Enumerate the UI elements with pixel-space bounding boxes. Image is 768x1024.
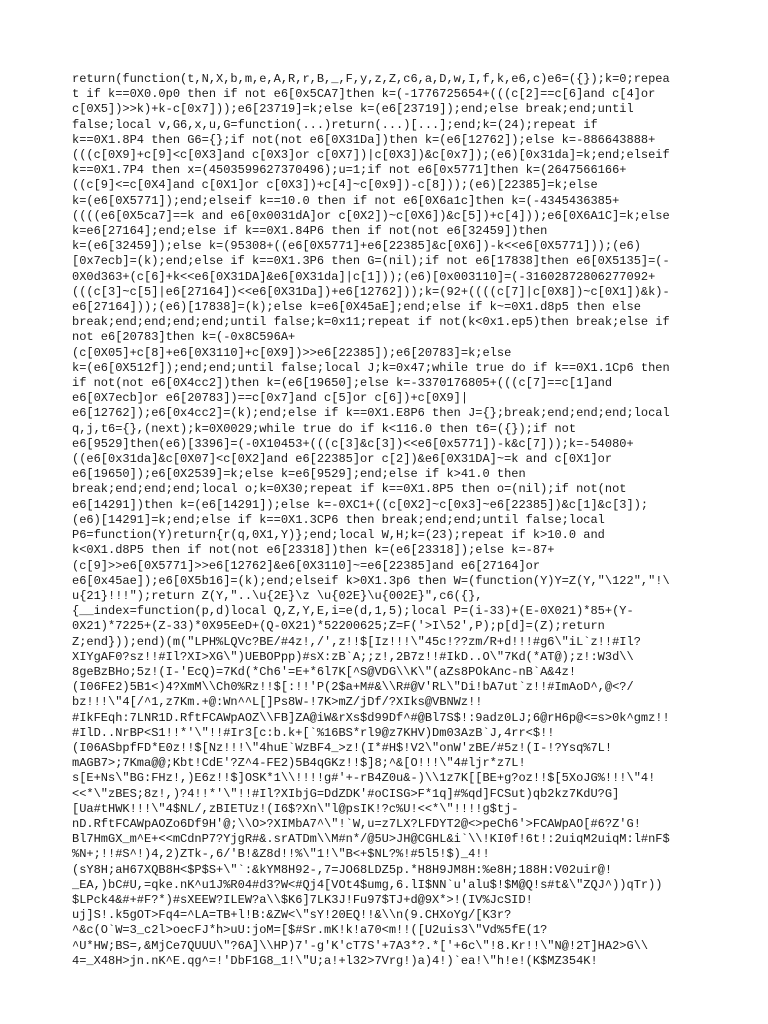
code-line: 0X21)*7225+(Z-33)*0X95EeD+(Q-0X21)*52200625;Z=F('>I\52',P);p[d]=(Z);return — [72, 619, 605, 634]
code-line: e6[12762]);e6[0x4cc2]=(k);end;else if k==0X1.E8P6 then J={};break;end;end;end;local — [72, 406, 670, 421]
code-line: uj]S!.k5gOT>Fq4=^LA=TB+l!B:&ZW<\"sY!20EQ!!&\\n(9.CHXoYg/[K3r? — [72, 908, 512, 923]
code-line: mAGB7>;7Kma@@;Kbt!CdE'?Z^4-FE2)5B4qGKz!!$]8;^&[O!!!\"4#ljr*z7L! — [72, 756, 526, 771]
code-line: ((((e6[0X5ca7]==k and e6[0x0031dA]or c[0X2])~c[0X6])&c[5])+c[4]));e6[0X6A1C]=k;else — [72, 208, 670, 223]
code-line: nD.RftFCAWpAOZo6Df9H'@;\\O>?XIMbA7^\"!`W,u=z7LX?LFDYT2@<>peCh6'>FCAWpAO[#6?Z'G! — [72, 816, 641, 831]
code-line: k=e6[27164];end;else if k==0X1.84P6 then if not(not e6[32459])then — [72, 224, 548, 239]
code-line: [Ua#tHWK!!!\"4$NL/,zBIETUz!(I6$?Xn\"l@psIK!?c%U!<<*\"!!!!g$tj- — [72, 801, 519, 816]
code-line: break;end;end;end;end;until false;k=0x11;repeat if not(k<0x1.ep5)then break;else if — [72, 315, 670, 330]
code-line: (I06ASbpfFD*E0z!!$[Nz!!!\"4huE`WzBF4_>z!(I*#H$!V2\"onW'zBE/#5z!(I-!?Ysq%7L! — [72, 740, 613, 755]
code-line: [0x7ecb]=(k);end;else if k==0X1.3P6 then G=(nil);if not e6[17838]then e6[0X5135]=(- — [72, 254, 670, 269]
code-line: e6[0X7ecb]or e6[20783])==c[0x7]and c[5]or c[6])+c[0X9]| — [72, 391, 469, 406]
code-line: P6=function(Y)return{r(q,0X1,Y)};end;local W,H;k=(23);repeat if k>10.0 and — [72, 528, 605, 543]
code-line: u{21}!!!");return Z(Y,"..\u{2E}\z \u{02E}\u{002E}",c6({}, — [72, 588, 483, 603]
code-line: not e6[20783]then k=(-0x8C596A+ — [72, 330, 296, 345]
code-line: XIYgAF0?sz!!#Il?XI>XG\")UEBOPpp)#sX:zB`A;;z!,2B7z!!#IkD..O\"7Kd(*AT@);z!:W3d\\ — [72, 649, 634, 664]
code-line: return(function(t,N,X,b,m,e,A,R,r,B,_,F,y,z,Z,c6,a,D,w,I,f,k,e6,c)e6=({});k=0;repea — [72, 72, 670, 86]
code-line: (c[0X05]+c[8]+e6[0X3110]+c[0X9])>>e6[22385]);e6[20783]=k;else — [72, 345, 512, 360]
code-line: <<*\"zBES;8z!,)?4!!*'\"!!#Il?XIbjG=DdZDK'#oCISG>F*1q]#%qd]FCSut)qb2kz7KdU?G] — [72, 786, 620, 801]
code-line: s[E+Ns\"BG:FHz!,)E6z!!$]OSK*1\\!!!!g#'+-rB4Z0u&-)\\1z7K[[BE+g?oz!!$[5XoJG%!!!\"4! — [72, 771, 656, 786]
code-line: (c[9]>>e6[0X5771]>>e6[12762]&e6[0X3110]~=e6[22385]and e6[27164]or — [72, 558, 541, 573]
code-line: (((c[3]~c[5]|e6[27164])<<e6[0X31Da])+e6[12762]));k=(92+((((c[7]|c[0X8])~c[0X1])&k)- — [72, 284, 670, 299]
code-line: q,j,t6={},(next);k=0X0029;while true do if k<116.0 then t6=({});if not — [72, 421, 577, 436]
code-line: Bl7HmGX_m^E+<<mCdnP7?YjgR#&.srATDm\\M#n*/@5U>JH@CGHL&i`\\!KI0f!6t!:2uiqM2uiqM:l#nF$ — [72, 832, 670, 847]
code-line: ((c[9]<=c[0X4]and c[0X1]or c[0X3])+c[4]~c[0x9])-c[8]));(e6)[22385]=k;else — [72, 178, 598, 193]
code-line: ^U*HW;BS=,&MjCe7QUUU\"?6A]\\HP)7'-g'K'cT7S'+7A3*?.*['+6c\"!8.Kr!!\"N@!2T]HA2>G\\ — [72, 938, 649, 953]
code-line: (((c[0X9]+c[9]<c[0X3]and c[0X3]or c[0X7])|c[0X3])&c[0x7]);(e6)[0x31da]=k;end;elseif — [72, 148, 670, 163]
document-page — [72, 72, 702, 969]
code-line: (I06FE2)5B1<)4?XmM\\Ch0%Rz!!$[:!!'P(2$a+M#&\\R#@V'RL\"Di!bA7ut`z!!#ImAoD^,@<?/ — [72, 680, 634, 695]
code-line: 8geBzBHo;5z!(I-'EcQ)=7Kd(*Ch6'=E+*6l7K[^S@VDG\\K\"(aZs8POkAnc-nB`A&4z! — [72, 664, 577, 679]
code-line: e6[19650]);e6[0X2539]=k;else k=e6[9529];end;else if k>41.0 then — [72, 467, 526, 482]
code-line: bz!!!\"4[/^1,z7Km.+@:Wn^^L[]Ps8W-!7K>mZ/jDf/?XIks@VBNWz!! — [72, 695, 483, 710]
code-line: {__index=function(p,d)local Q,Z,Y,E,i=e(d,1,5);local P=(i-33)+(E-0X021)*85+(Y- — [72, 604, 634, 619]
code-line: Z;end}));end)(m("LPH%LQVc?BE/#4z!,/',z!!$[Iz!!!\"45c!??zm/R+d!!!#g6\"iL`z!!#Il? — [72, 634, 641, 649]
code-line: if not(not e6[0X4cc2])then k=(e6[19650];else k=-3370176805+(((c[7]==c[1]and — [72, 376, 613, 391]
code-line: e6[14291])then k=(e6[14291]);else k=-0XC1+((c[0X2]~c[0x3]~e6[22385])&c[1]&c[3]); — [72, 497, 649, 512]
code-line: #IlD..NrBP<S1!!*'\"!!#Ir3[c:b.k+[`%16BS*rl9@z7KHV)Dm03AzB`J,4rr<$!! — [72, 725, 555, 740]
code-line: (sY8H;aH67XQB8H<$P$S+\"`:&kYM8H92-,7=JO68LDZ5p.*H8H9JM8H:%e8H;188H:V02uir@! — [72, 862, 613, 877]
code-line: 0X0d363+(c[6]+k<<e6[0X31DA]&e6[0X31da]|c[1]));(e6)[0x003110]=(-31602872806277092+ — [72, 269, 656, 284]
code-line: e6[27164]));(e6)[17838]=(k);else k=e6[0X45aE];end;else if k~=0X1.d8p5 then else — [72, 300, 641, 315]
code-line: k=(e6[0X512f]);end;end;until false;local J;k=0x47;while true do if k==0X1.1Cp6 then — [72, 360, 670, 375]
code-line: false;local v,G6,x,u,G=function(...)return(...)[...];end;k=(24);repeat if — [72, 117, 598, 132]
code-line: c[0X5])>>k)+k-c[0x7]));e6[23719]=k;else k=(e6[23719]);end;else break;end;until — [72, 102, 634, 117]
code-line: 4=_X48H>jn.nK^E.qg^=!'DbF1G8_1!\"U;a!+l32>7Vrg!)a)4!)`ea!\"h!e!(K$MZ354K! — [72, 953, 598, 968]
code-line: (e6)[14291]=k;end;else if k==0X1.3CP6 then break;end;end;until false;local — [72, 512, 605, 527]
code-line: k<0X1.d8P5 then if not(not e6[23318])then k=(e6[23318]);else k=-87+ — [72, 543, 555, 558]
code-line: ^&c(O`W=3_c2l>oecFJ*h>uU:joM=[$#Sr.mK!k!a70<m!!([U2uis3\"Vd%5fE(1? — [72, 923, 548, 938]
code-line: t if k==0X0.0p0 then if not e6[0x5CA7]then k=(-1776725654+(((c[2]==c[6]and c[4]or — [72, 87, 656, 102]
code-line: %N+;!!#S^!)4,2)ZTk-,6/'B!&Z8d!!%\"1!\"B<+$NL?%!#5l5!$)_4!! — [72, 847, 490, 862]
code-line: e6[0x45ae]);e6[0X5b16]=(k);end;elseif k>0X1.3p6 then W=(function(Y)Y=Z(Y,"\122","!\ — [72, 573, 670, 588]
code-line: $LPck4&#+#F?*)#sXEEW?ILEW?a\\$K6]7LK3J!Fu97$TJ+d@9X*>!(IV%JcSID! — [72, 892, 533, 907]
code-line: #IkFEqh:7LNR1D.RftFCAWpAOZ\\FB]ZA@iW&rXs$d99Df^#@Bl7S$!:9adz0LJ;6@rH6p@<=s>0k^gmz!! — [72, 710, 670, 725]
code-line: k==0X1.7P4 then x=(4503599627370496);u=1;if not e6[0x5771]then k=(2647566166+ — [72, 163, 627, 178]
code-line: e6[9529]then(e6)[3396]=(-0X10453+(((c[3]&c[3])<<e6[0x5771])-k&c[7]));k=-54080+ — [72, 436, 634, 451]
code-line: k==0X1.8P4 then G6={};if not(not e6[0X31Da])then k=(e6[12762]);else k=-886643888+ — [72, 132, 656, 147]
code-line: k=(e6[32459]);else k=(95308+((e6[0X5771]+e6[22385]&c[0X6])-k<<e6[0X5771]));(e6) — [72, 239, 641, 254]
code-line: break;end;end;end;local o;k=0X30;repeat if k==0X1.8P5 then o=(nil);if not(not — [72, 482, 627, 497]
code-line: _EA,)bC#U,=qke.nK^u1J%R04#d3?W<#Qj4[VOt4$umg,6.lI$NN`u'alu$!$M@Q!s#t&\"ZQJ^))qTr)) — [72, 877, 663, 892]
code-line: ((e6[0x31da]&c[0X07]<c[0X2]and e6[22385]or c[2])&e6[0X31DA]~=k and c[0X1]or — [72, 452, 613, 467]
code-line: k=(e6[0X5771]);end;elseif k==10.0 then if not e6[0X6a1c]then k=(-4345436385+ — [72, 193, 620, 208]
